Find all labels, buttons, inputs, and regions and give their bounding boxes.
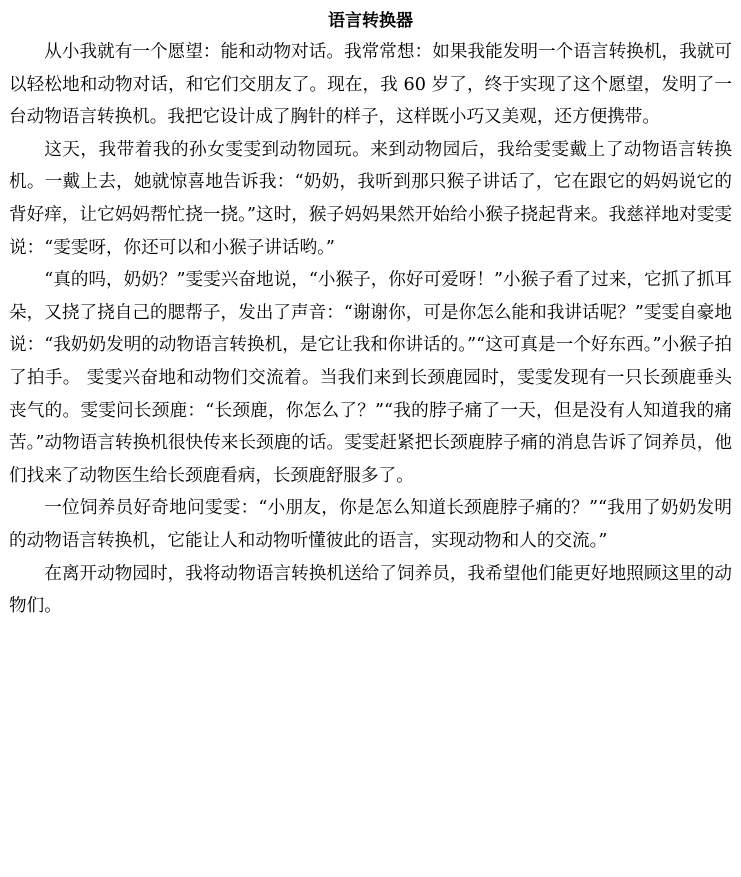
paragraph-4: 一位饲养员好奇地问雯雯：“小朋友，你是怎么知道长颈鹿脖子痛的？”“我用了奶奶发明的动物语言转换机，它能让人和动物听懂彼此的语言，实现动物和人的交流。” [9, 498, 732, 551]
paragraph-1: 从小我就有一个愿望：能和动物对话。我常常想：如果我能发明一个语言转换机，我就可以轻松地和动物对话，和它们交朋友了。现在，我 60 岁了，终于实现了这个愿望，发明了一台动物语言转换机。我把它设计成了胸针的样子，这样既小巧又美观，还方便携带。 [9, 42, 732, 128]
document-title: 语言转换器 [328, 11, 413, 31]
paragraph-5: 在离开动物园时，我将动物语言转换机送给了饲养员，我希望他们能更好地照顾这里的动物们。 [9, 563, 732, 617]
document [9, 0, 732, 623]
paragraph-2: 这天，我带着我的孙女雯雯到动物园玩。来到动物园后，我给雯雯戴上了动物语言转换机。一戴上去，她就惊喜地告诉我：“奶奶，我听到那只猴子讲话了，它在跟它的妈妈说它的背好痒，让它妈妈帮忙挠一挠。”这时，猴子妈妈果然开始给小猴子挠起背来。我慈祥地对雯雯说：“雯雯呀，你还可以和小猴子讲话哟。” [9, 139, 732, 258]
paragraph-3: “真的吗，奶奶？”雯雯兴奋地说，“小猴子，你好可爱呀！”小猴子看了过来，它抓了抓耳朵，又挠了挠自己的腮帮子，发出了声音：“谢谢你，可是你怎么能和我讲话呢？”雯雯自豪地说：“我奶奶发明的动物语言转换机，是它让我和你讲话的。”“这可真是一个好东西。”小猴子拍了拍手。 雯雯兴奋地和动物们交流着。当我们来到长颈鹿园时，雯雯发现有一只长颈鹿垂头丧气的。雯雯问长颈鹿：“长颈鹿，你怎么了？”“我的脖子痛了一天，但是没有人知道我的痛苦。”动物语言转换机很快传来长颈鹿的话。雯雯赶紧把长颈鹿脖子痛的消息告诉了饲养员，他们找来了动物医生给长颈鹿看病，长颈鹿舒服多了。 [9, 270, 732, 486]
